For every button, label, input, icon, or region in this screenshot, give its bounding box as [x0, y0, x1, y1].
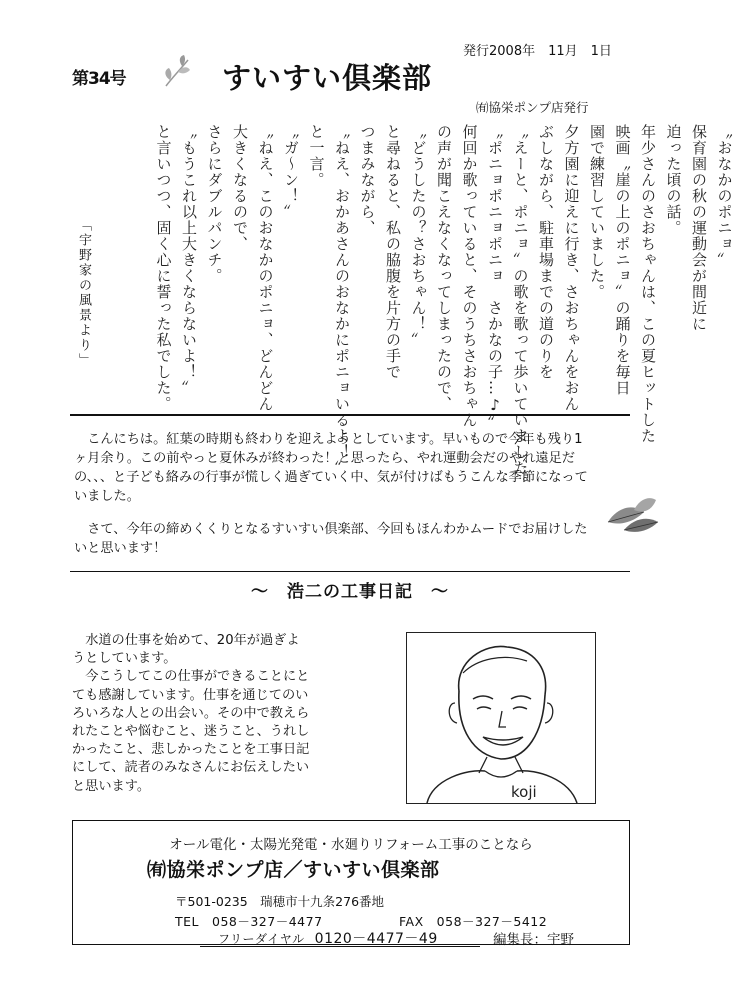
company-name: ㈲協栄ポンプ店／すいすい倶楽部	[147, 859, 440, 881]
autumn-leaves-icon	[604, 492, 660, 538]
diary-heading: ～ 浩二の工事日記 ～	[251, 582, 449, 602]
newsletter-title: すいすい倶楽部	[222, 61, 433, 95]
portrait-sketch	[406, 632, 596, 804]
portrait-signature: koji	[511, 783, 537, 801]
phone-number: TEL 058－327－4477	[175, 914, 323, 929]
section-rule	[70, 571, 630, 572]
intro-paragraph: さて、今年の締めくくりとなるすいすい倶楽部、今回もほんわかムードでお届けしたいと思います！	[74, 522, 588, 556]
free-dial	[218, 928, 438, 948]
diary-paragraph: 今こうしてこの仕事ができることにとても感謝しています。仕事を通じてのいろいろな人との出会い。その中で教えられたことや悩むこと、迷うこと、うれしかったこと、悲しかったことを工事日記にして、読者のみなさんにお伝えしたいと思います。	[72, 669, 310, 794]
issue-date: 発行2008年 11月 1日	[463, 44, 612, 59]
footer-box	[72, 820, 630, 945]
intro-paragraph: こんにちは。紅葉の時期も終わりを迎えようとしています。早いもので今年も残り1ヶ月余り。この前やっと夏休みが終わった！と思ったら、やれ運動会だのやれ遠足だの、、、と子ども絡みの行事が慌しく過ぎていく中、気が付けばもうこんな季節になっていました。	[74, 432, 588, 504]
column-text: 〝おなかのポニョ〟 保育園の秋の運動会が間近に 迫った頃の話。 年少さんのさおちゃんは、この夏ヒットした 映画〝崖の上のポニョ〟の踊りを毎日 園で練習していました。 夕方園に迎えに行き、さおちゃんをおん ぶしながら、駐車場までの道のりを 〝えーと、ポニョ〟の歌を歌って歩いていました。 〝ポニョポニョポニョ さかなの子…♪〟 何回か歌っていると、そのうちさおちゃん の声が聞こえなくなってしまったので、 〝どうしたの？さおちゃん！〟 と尋ねると、私の脇腹を片方の手で つまみながら、 〝ねえ、おかあさんのおなかにポニョいるよ！〟 と一言。 〝ガ～ン！〟 〝ねえ、このおなかのポニョ、どんどん 大きくなるので、 さらにダブルパンチ。 〝もうこれ以上大きくならないよ！〟 と言いつつ、固く心に誓った私でした。	[154, 124, 734, 492]
publisher: ㈲協栄ポンプ店発行	[476, 100, 589, 115]
free-dial-number: 0120－4477－49	[314, 931, 438, 947]
free-dial-label: フリーダイヤル	[218, 932, 305, 946]
leaf-sprig-icon	[160, 52, 196, 92]
section-divider	[70, 414, 630, 416]
issue-number: 第34号	[72, 69, 126, 89]
diary-paragraph: 水道の仕事を始めて、20年が過ぎようとしています。	[72, 633, 300, 667]
fax-number: FAX 058－327－5412	[399, 914, 548, 929]
free-dial-rule	[200, 946, 480, 947]
editor-in-chief: 編集長：宇野	[493, 932, 574, 948]
column-caption: 「宇野家の風景より」	[76, 218, 91, 368]
company-address: 〒501-0235 瑞穂市十九条276番地	[175, 894, 385, 909]
intro-text	[74, 430, 594, 572]
diary-text	[72, 632, 310, 796]
face-drawing-icon	[407, 633, 595, 803]
footer-tagline: オール電化・太陽光発電・水廻りリフォーム工事のことなら	[169, 837, 533, 853]
